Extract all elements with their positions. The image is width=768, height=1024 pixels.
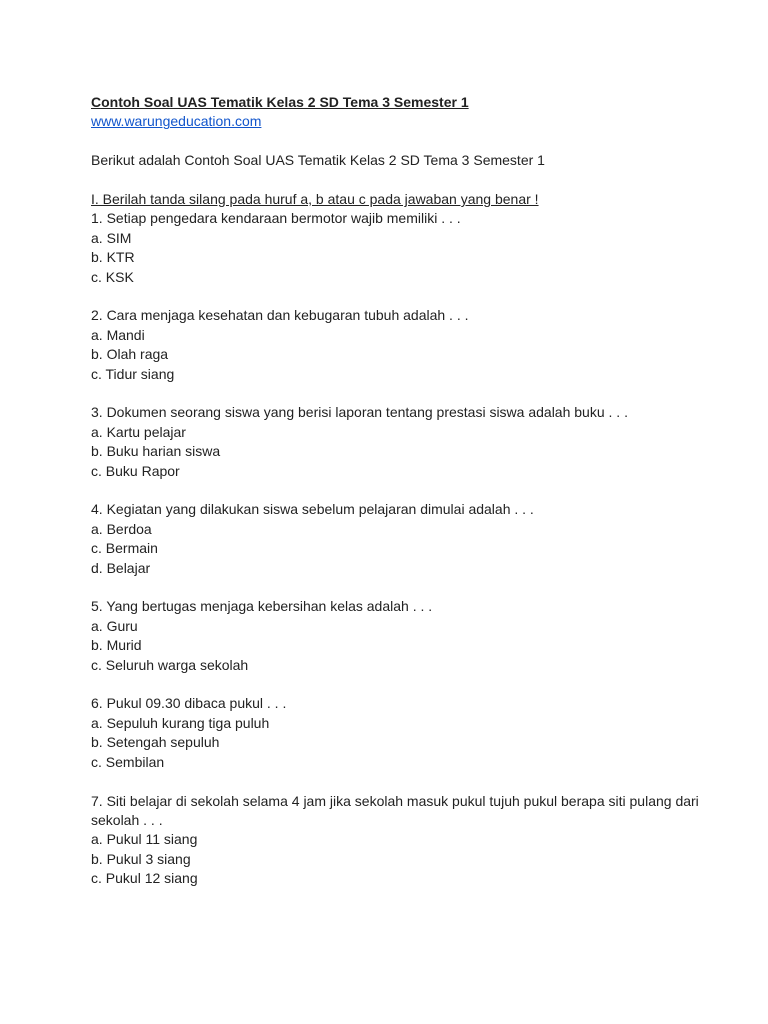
answer-option: b. Setengah sepuluh xyxy=(91,734,220,751)
answer-option: b. KTR xyxy=(91,249,135,266)
question-1 xyxy=(91,209,708,287)
answer-option: b. Pukul 3 siang xyxy=(91,850,191,867)
answer-option: d. Belajar xyxy=(91,559,151,576)
question-text: 6. Pukul 09.30 dibaca pukul . . . xyxy=(91,695,287,712)
answer-option: a. Sepuluh kurang tiga puluh xyxy=(91,714,270,731)
answer-option: c. Sembilan xyxy=(91,753,165,770)
section-title: I. Berilah tanda silang pada huruf a, b atau c pada jawaban yang benar ! xyxy=(91,191,539,207)
question-text: 3. Dokumen seorang siswa yang berisi laporan tentang prestasi siswa adalah buku . . . xyxy=(91,404,628,421)
question-list xyxy=(91,209,708,888)
answer-option: c. Buku Rapor xyxy=(91,462,180,479)
question-5 xyxy=(91,597,708,675)
answer-option: a. Guru xyxy=(91,617,138,634)
website-link[interactable]: www.warungeducation.com xyxy=(91,113,262,130)
question-4 xyxy=(91,500,708,578)
question-2 xyxy=(91,306,708,384)
intro-text: Berikut adalah Contoh Soal UAS Tematik Kelas 2 SD Tema 3 Semester 1 xyxy=(91,152,545,169)
question-text: 7. Siti belajar di sekolah selama 4 jam jika sekolah masuk pukul tujuh pukul berapa siti pulang dari sekolah . . . xyxy=(91,792,699,828)
question-3 xyxy=(91,403,708,481)
answer-option: a. Berdoa xyxy=(91,520,152,537)
question-7 xyxy=(91,792,708,889)
answer-option: c. KSK xyxy=(91,268,134,285)
answer-option: b. Murid xyxy=(91,637,142,654)
answer-option: a. Mandi xyxy=(91,326,145,343)
question-text: 4. Kegiatan yang dilakukan siswa sebelum pelajaran dimulai adalah . . . xyxy=(91,501,534,518)
question-6 xyxy=(91,694,708,772)
answer-option: a. Kartu pelajar xyxy=(91,423,186,440)
answer-option: c. Seluruh warga sekolah xyxy=(91,656,249,673)
answer-option: a. SIM xyxy=(91,229,132,246)
answer-option: c. Tidur siang xyxy=(91,365,175,382)
question-text: 5. Yang bertugas menjaga kebersihan kelas adalah . . . xyxy=(91,598,433,615)
answer-option: a. Pukul 11 siang xyxy=(91,831,198,848)
answer-option: c. Bermain xyxy=(91,540,158,557)
answer-option: c. Pukul 12 siang xyxy=(91,870,198,887)
document-title: Contoh Soal UAS Tematik Kelas 2 SD Tema 3 Semester 1 xyxy=(91,94,469,110)
answer-option: b. Buku harian siswa xyxy=(91,443,221,460)
question-text: 2. Cara menjaga kesehatan dan kebugaran tubuh adalah . . . xyxy=(91,307,469,324)
answer-option: b. Olah raga xyxy=(91,346,169,363)
question-text: 1. Setiap pengedara kendaraan bermotor wajib memiliki . . . xyxy=(91,210,461,227)
